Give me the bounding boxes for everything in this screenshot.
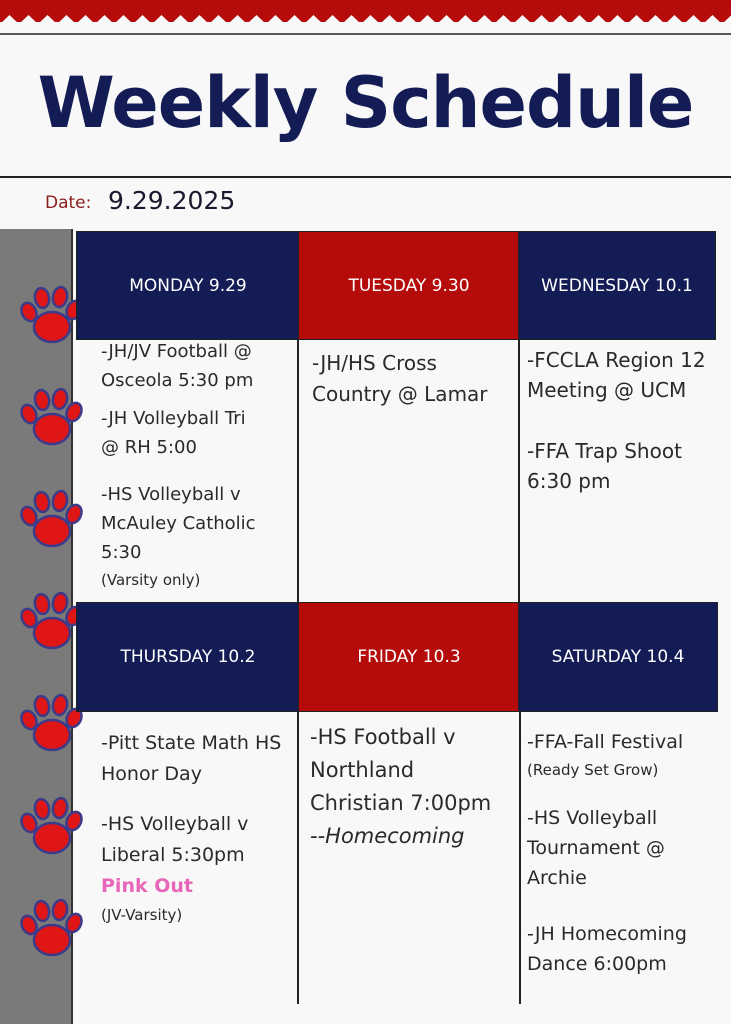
- homecoming-label: --Homecoming: [310, 824, 465, 848]
- event-line: 6:30 pm: [527, 469, 611, 493]
- event-line: -JH Homecoming: [527, 923, 687, 945]
- tuesday-events: [312, 348, 512, 410]
- event-line: -HS Volleyball v: [101, 813, 249, 835]
- top-zigzag-border: [0, 0, 731, 36]
- header-friday: [298, 602, 520, 712]
- event-line: -HS Volleyball: [527, 807, 658, 829]
- event-line: Northland: [310, 758, 415, 782]
- divider-line: [297, 712, 299, 1004]
- event-note: (JV-Varsity): [101, 906, 183, 924]
- event-line: Osceola 5:30 pm: [101, 370, 254, 391]
- event-line: -JH/HS Cross: [312, 351, 437, 375]
- header-thursday: [76, 602, 300, 712]
- page-title: Weekly Schedule: [37, 62, 694, 144]
- event-line: McAuley Catholic 5:30: [101, 513, 256, 563]
- date-label: Date:: [45, 193, 92, 213]
- event-line: -JH/JV Football @: [101, 341, 252, 362]
- divider-line: [297, 340, 299, 602]
- event-line: -HS Football v: [310, 725, 456, 749]
- paw-icon: [16, 895, 86, 965]
- header-friday-label: FRIDAY 10.3: [357, 647, 461, 667]
- event-line: Christian 7:00pm: [310, 791, 492, 815]
- header-monday: [76, 231, 300, 340]
- event-line: -FCCLA Region 12: [527, 348, 706, 372]
- header-monday-label: MONDAY 9.29: [129, 275, 247, 296]
- event-line: -Pitt State Math HS: [101, 732, 282, 754]
- paw-icon: [16, 384, 86, 454]
- saturday-events: [527, 727, 727, 979]
- event-line: -JH Volleyball Tri: [101, 408, 246, 429]
- event-line: Dance 6:00pm: [527, 953, 667, 975]
- friday-events: [310, 721, 515, 853]
- paw-icon: [16, 793, 86, 863]
- header-saturday: [518, 602, 718, 712]
- event-line: -HS Volleyball v: [101, 484, 241, 505]
- monday-events: [101, 337, 297, 593]
- event-line: Meeting @ UCM: [527, 378, 687, 402]
- event-line: Country @ Lamar: [312, 382, 488, 406]
- header-thursday-label: THURSDAY 10.2: [120, 647, 256, 667]
- header-wednesday: [518, 231, 716, 340]
- event-note: (Varsity only): [101, 571, 201, 589]
- event-line: Tournament @: [527, 837, 665, 859]
- header-wednesday-label: WEDNESDAY 10.1: [541, 275, 693, 296]
- divider-line: [519, 712, 521, 1004]
- date-value: 9.29.2025: [108, 186, 236, 215]
- divider-line: [518, 340, 520, 602]
- event-line: Honor Day: [101, 763, 202, 785]
- pink-out-highlight: Pink Out: [101, 875, 193, 897]
- thursday-events: [101, 728, 297, 928]
- event-line: Archie: [527, 867, 587, 889]
- event-note: (Ready Set Grow): [527, 761, 659, 779]
- header-tuesday-label: TUESDAY 9.30: [348, 275, 470, 296]
- header-saturday-label: SATURDAY 10.4: [551, 647, 685, 667]
- paw-icon: [16, 486, 86, 556]
- event-line: -FFA Trap Shoot: [527, 439, 682, 463]
- event-line: -FFA-Fall Festival: [527, 731, 684, 753]
- header-tuesday: [298, 231, 520, 340]
- event-line: @ RH 5:00: [101, 437, 197, 458]
- wednesday-events: [527, 345, 727, 496]
- event-line: Liberal 5:30pm: [101, 844, 245, 866]
- title-divider: [0, 176, 731, 178]
